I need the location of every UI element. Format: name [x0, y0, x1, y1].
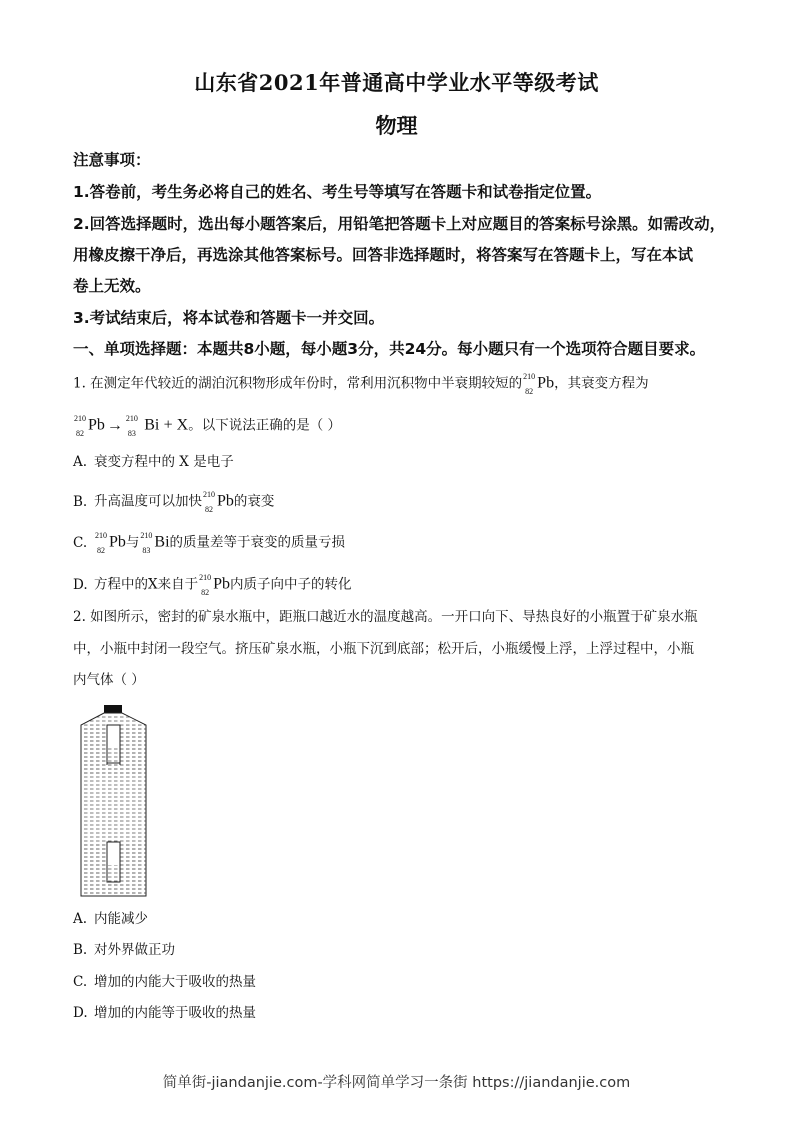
symbol-plus-x: + X: [163, 416, 189, 434]
q2-option-d: D. 增加的内能等于吸收的热量: [73, 1005, 256, 1021]
q2-line-1: 2. 如图所示，密封的矿泉水瓶中，距瓶口越近水的温度越高。一开口向下、导热良好的小瓶置于矿泉水瓶: [73, 609, 698, 625]
notice-item-2-cont: 用橡皮擦干净后，再选涂其他答案标号。回答非选择题时，将答案写在答题卡上，写在本试: [73, 246, 694, 264]
q2-option-b: B. 对外界做正功: [73, 942, 175, 958]
arrow-icon: →: [106, 416, 123, 434]
notice-item-3: 3.考试结束后，将本试卷和答题卡一并交回。: [73, 309, 385, 327]
bottle-cap: [104, 705, 122, 713]
q2-option-a: A. 内能减少: [73, 911, 148, 927]
symbol-bi: Bi: [144, 416, 160, 434]
q1-text-tail: ，其衰变方程为: [554, 375, 649, 392]
small-vial-top: [107, 725, 120, 765]
exam-title: 山东省2021年普通高中学业水平等级考试: [194, 70, 599, 95]
nuclide-bi: 210 83: [125, 414, 138, 438]
nuclide-pb: 210 82: [74, 414, 86, 438]
small-vial-bottom: [107, 842, 120, 882]
exam-subject: 物理: [375, 113, 418, 138]
q2-line-2: 中，小瓶中封闭一段空气。挤压矿泉水瓶，小瓶下沉到底部；松开后，小瓶缓慢上浮，上浮过程中，小瓶: [73, 641, 694, 657]
page-footer: 简单街-jiandanjie.com-学科网简单学习一条街 https://jiandanjie.com: [162, 1075, 631, 1091]
q1-option-c: C. 210 82 Pb与 210 83 Bi的质量差等于衰变的质量亏损: [73, 531, 346, 555]
q1-text: 1. 在测定年代较近的湖泊沉积物形成年份时，常利用沉积物中半衰期较短的: [73, 375, 523, 392]
notice-item-2-end: 卷上无效。: [73, 277, 151, 295]
q2-line-3: 内气体（ ）: [73, 672, 145, 688]
q1-option-d: D. 方程中的X来自于 210 82 Pb内质子向中子的转化: [73, 573, 352, 597]
q1-line-2: [73, 414, 723, 438]
nuclide-pb: 210 82: [199, 573, 212, 597]
q1-line-1: [73, 372, 723, 396]
nuclide-pb: 210 82: [523, 372, 536, 396]
bottle-figure: [78, 703, 150, 903]
nuclide-pb: 210 82: [95, 531, 107, 555]
q1-option-a: A. 衰变方程中的 X 是电子: [73, 454, 234, 470]
nuclide-pb: 210 82: [203, 490, 215, 514]
notice-heading: 注意事项：: [73, 151, 151, 169]
q1-option-b: B. 升高温度可以加快 210 82 Pb的衰变: [73, 490, 275, 514]
bottle-diagram: [78, 703, 150, 899]
nuclide-bi: 210 83: [140, 531, 153, 555]
notice-item-2: 2.回答选择题时，选出每小题答案后，用铅笔把答题卡上对应题目的答案标号涂黑。如需改动，: [73, 215, 726, 233]
notice-item-1: 1.答卷前，考生务必将自己的姓名、考生号等填写在答题卡和试卷指定位置。: [73, 183, 602, 201]
symbol-pb: Pb: [537, 374, 555, 392]
q1-prompt: 。以下说法正确的是（ ）: [188, 417, 341, 434]
section-heading: 一、单项选择题：本题共8小题，每小题3分，共24分。每小题只有一个选项符合题目要求。: [73, 340, 706, 358]
symbol-pb: Pb: [88, 416, 105, 434]
q2-option-c: C. 增加的内能大于吸收的热量: [73, 974, 256, 990]
